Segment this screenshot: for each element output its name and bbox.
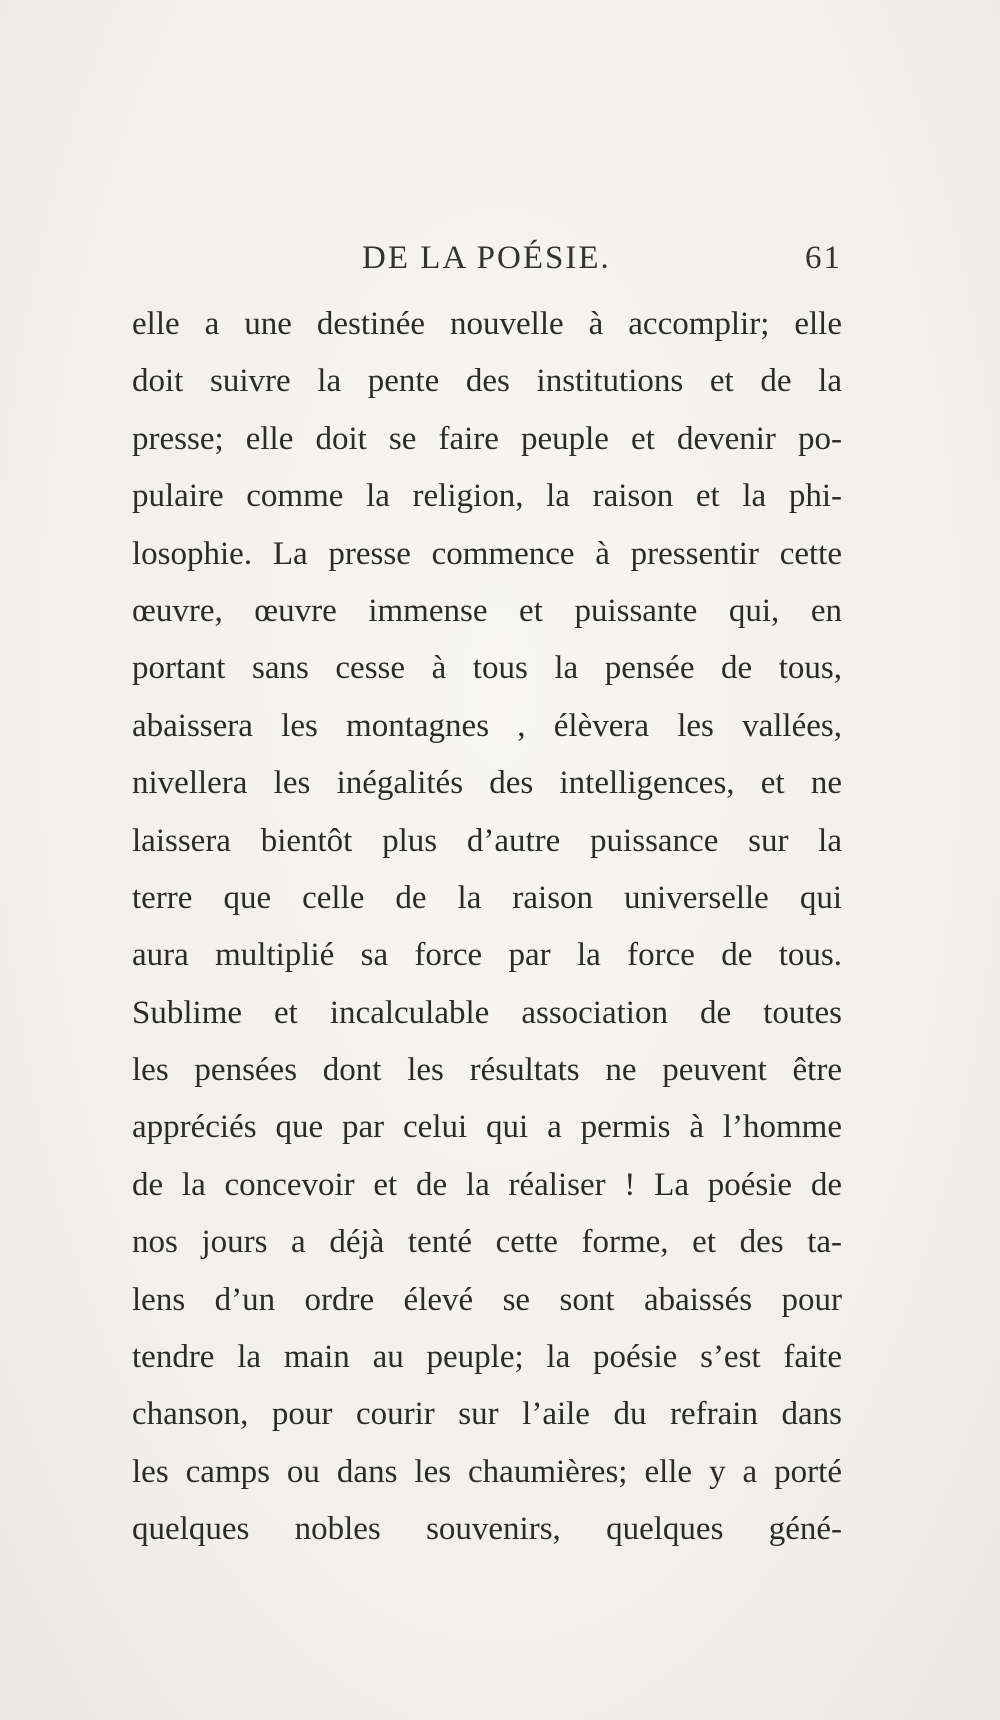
text-line: de la concevoir et de la réaliser ! La poésie de (132, 1166, 842, 1203)
text-line: abaissera les montagnes , élèvera les vallées, (132, 707, 842, 744)
text-line: pulaire comme la religion, la raison et la phi- (132, 478, 842, 515)
page-number: 61 (805, 240, 842, 276)
text-line: terre que celle de la raison universelle qui (132, 879, 842, 916)
text-line: quelques nobles souvenirs, quelques géné- (132, 1511, 842, 1548)
text-line: appréciés que par celui qui a permis à l’homme (132, 1109, 842, 1146)
body-text (132, 296, 842, 1559)
text-line: elle a une destinée nouvelle à accomplir; elle (132, 306, 842, 342)
text-line: lens d’un ordre élevé se sont abaissés pour (132, 1281, 842, 1318)
text-line: tendre la main au peuple; la poésie s’est faite (132, 1339, 842, 1376)
text-line: Sublime et incalculable association de toutes (132, 994, 842, 1031)
text-line: nos jours a déjà tenté cette forme, et des ta- (132, 1224, 842, 1261)
text-line: nivellera les inégalités des intelligences, et ne (132, 765, 842, 802)
text-line: portant sans cesse à tous la pensée de tous, (132, 650, 842, 687)
text-line: losophie. La presse commence à pressentir cette (132, 535, 842, 572)
running-title: DE LA POÉSIE. (362, 240, 611, 276)
text-line: chanson, pour courir sur l’aile du refrain dans (132, 1396, 842, 1433)
text-line: presse; elle doit se faire peuple et devenir po- (132, 420, 842, 457)
text-line: aura multiplié sa force par la force de tous. (132, 937, 842, 974)
text-line: les camps ou dans les chaumières; elle y a porté (132, 1453, 842, 1490)
text-line: doit suivre la pente des institutions et de la (132, 363, 842, 400)
text-line: œuvre, œuvre immense et puissante qui, en (132, 592, 842, 629)
text-line: les pensées dont les résultats ne peuvent être (132, 1052, 842, 1089)
page-header (132, 240, 842, 290)
text-line: laissera bientôt plus d’autre puissance sur la (132, 822, 842, 859)
